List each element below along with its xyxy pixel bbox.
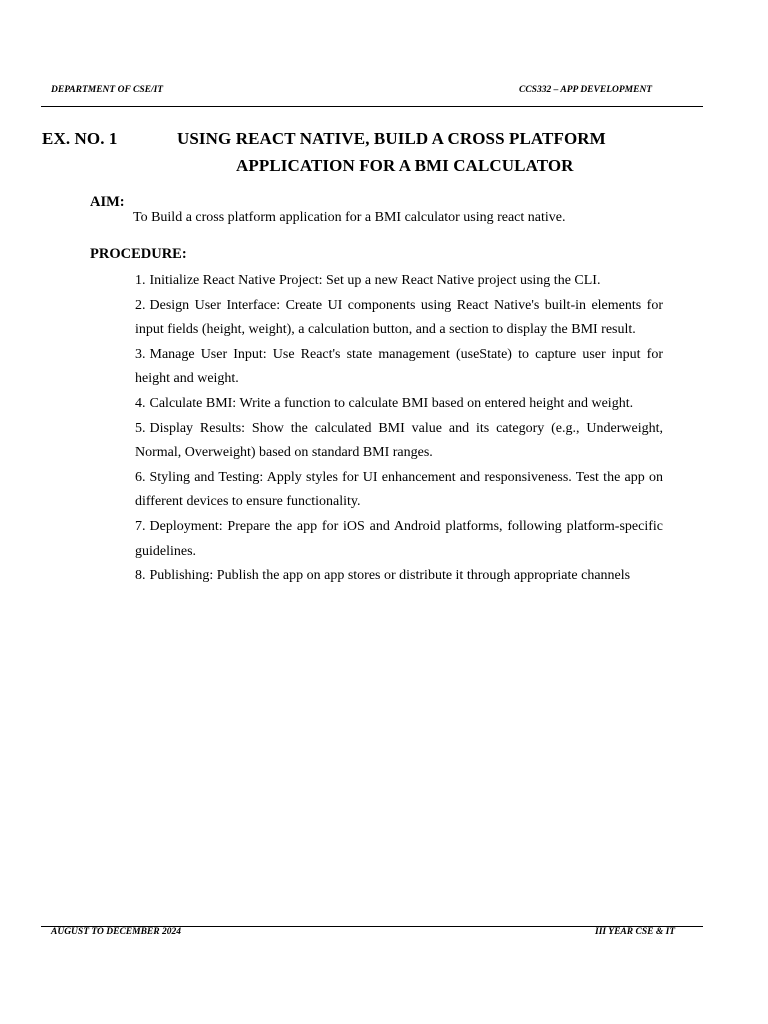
- procedure-step: [135, 294, 663, 343]
- step-number: 3.: [135, 346, 146, 362]
- footer-year: III YEAR CSE & IT: [595, 927, 676, 937]
- step-text: Manage User Input: Use React's state management (useState) to capture user input for height and weight.: [135, 346, 663, 387]
- header-course: CCS332 – APP DEVELOPMENT: [519, 85, 653, 95]
- header-divider: [41, 106, 703, 107]
- footer-term: AUGUST TO DECEMBER 2024: [51, 927, 181, 937]
- step-text: Calculate BMI: Write a function to calculate BMI based on entered height and weight.: [149, 395, 634, 411]
- step-number: 5.: [135, 420, 146, 436]
- step-text: Display Results: Show the calculated BMI value and its category (e.g., Underweight, Normal, Overweight) based on standard BMI ranges.: [135, 420, 663, 461]
- step-text: Deployment: Prepare the app for iOS and Android platforms, following platform-specific guidelines.: [135, 518, 663, 559]
- step-number: 7.: [135, 518, 146, 534]
- step-number: 8.: [135, 568, 146, 584]
- procedure-step: [135, 564, 663, 589]
- step-text: Styling and Testing: Apply styles for UI enhancement and responsiveness. Test the app on different devices to ensure functionality.: [135, 469, 663, 510]
- step-text: Publishing: Publish the app on app stores or distribute it through appropriate channels: [149, 568, 631, 584]
- header-department: DEPARTMENT OF CSE/IT: [51, 85, 164, 95]
- step-text: Design User Interface: Create UI components using React Native's built-in elements for input fields (height, weight), a calculation button, and a section to display the BMI result.: [135, 297, 663, 338]
- step-text: Initialize React Native Project: Set up a new React Native project using the CLI.: [149, 273, 601, 288]
- step-number: 6.: [135, 469, 146, 485]
- procedure-step: [135, 269, 663, 294]
- procedure-step: [135, 515, 663, 564]
- procedure-step: [135, 392, 663, 417]
- step-number: 1.: [135, 273, 146, 288]
- exercise-title-line1: USING REACT NATIVE, BUILD A CROSS PLATFORM: [177, 129, 606, 148]
- procedure-step: [135, 343, 663, 392]
- aim-heading: AIM:: [90, 194, 125, 210]
- exercise-title-line2: APPLICATION FOR A BMI CALCULATOR: [236, 156, 574, 175]
- procedure-step: [135, 466, 663, 515]
- procedure-step: [135, 417, 663, 466]
- step-number: 4.: [135, 395, 146, 411]
- procedure-steps: [135, 269, 663, 589]
- step-number: 2.: [135, 297, 146, 313]
- aim-text: To Build a cross platform application for a BMI calculator using react native.: [133, 210, 566, 225]
- procedure-heading: PROCEDURE:: [90, 246, 187, 262]
- exercise-number: EX. NO. 1: [42, 129, 118, 148]
